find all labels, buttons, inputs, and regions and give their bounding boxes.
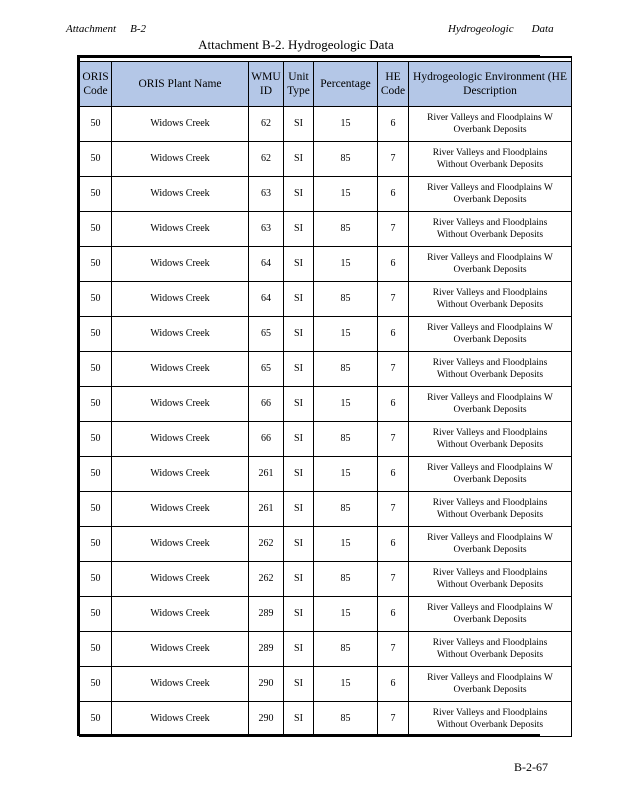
cell-unit-type: SI xyxy=(284,142,314,177)
cell-wmu-id: 262 xyxy=(249,527,284,562)
cell-wmu-id: 63 xyxy=(249,212,284,247)
he-description-line-1: River Valleys and Floodplains W xyxy=(427,113,553,123)
cell-percentage: 85 xyxy=(314,562,378,597)
cell-unit-type: SI xyxy=(284,317,314,352)
cell-he-description xyxy=(409,457,572,492)
cell-unit-type: SI xyxy=(284,667,314,702)
he-description-line-1: River Valleys and Floodplains W xyxy=(427,253,553,263)
cell-he-description xyxy=(409,422,572,457)
cell-oris-code: 50 xyxy=(80,317,112,352)
table-row xyxy=(80,562,572,597)
col-header-plant-name: ORIS Plant Name xyxy=(112,62,249,107)
he-description-line-2: Overbank Deposits xyxy=(453,195,527,205)
cell-oris-code: 50 xyxy=(80,177,112,212)
he-description-line-2: Overbank Deposits xyxy=(453,475,527,485)
table-row xyxy=(80,177,572,212)
he-description-line-1: River Valleys and Floodplains xyxy=(432,358,548,368)
he-description-line-2: Without Overbank Deposits xyxy=(436,300,544,310)
cell-plant-name: Widows Creek xyxy=(112,107,249,142)
header-attachment-label: Attachment xyxy=(66,23,117,35)
cell-percentage: 85 xyxy=(314,282,378,317)
cell-plant-name: Widows Creek xyxy=(112,457,249,492)
cell-plant-name: Widows Creek xyxy=(112,492,249,527)
he-description-line-1: River Valleys and Floodplains xyxy=(432,148,548,158)
cell-he-description xyxy=(409,317,572,352)
he-description-line-2: Without Overbank Deposits xyxy=(436,650,544,660)
cell-he-description xyxy=(409,387,572,422)
cell-plant-name: Widows Creek xyxy=(112,247,249,282)
cell-oris-code: 50 xyxy=(80,212,112,247)
table-row xyxy=(80,282,572,317)
cell-percentage: 85 xyxy=(314,422,378,457)
cell-percentage: 85 xyxy=(314,632,378,667)
cell-oris-code: 50 xyxy=(80,667,112,702)
col-header-oris-code: ORIS Code xyxy=(80,62,112,107)
cell-he-code: 6 xyxy=(378,107,409,142)
table-row xyxy=(80,527,572,562)
cell-wmu-id: 63 xyxy=(249,177,284,212)
cell-plant-name: Widows Creek xyxy=(112,422,249,457)
cell-plant-name: Widows Creek xyxy=(112,387,249,422)
table-title: Attachment B-2. Hydrogeologic Data xyxy=(198,37,394,52)
cell-percentage: 85 xyxy=(314,352,378,387)
cell-percentage: 15 xyxy=(314,177,378,212)
cell-oris-code: 50 xyxy=(80,702,112,737)
cell-unit-type: SI xyxy=(284,387,314,422)
cell-oris-code: 50 xyxy=(80,387,112,422)
cell-oris-code: 50 xyxy=(80,492,112,527)
cell-unit-type: SI xyxy=(284,352,314,387)
table-body xyxy=(80,107,572,737)
running-header-right xyxy=(448,23,572,35)
table-row xyxy=(80,457,572,492)
table-row xyxy=(80,317,572,352)
cell-he-code: 6 xyxy=(378,457,409,492)
cell-oris-code: 50 xyxy=(80,107,112,142)
cell-wmu-id: 66 xyxy=(249,422,284,457)
cell-plant-name: Widows Creek xyxy=(112,667,249,702)
cell-wmu-id: 262 xyxy=(249,562,284,597)
cell-unit-type: SI xyxy=(284,212,314,247)
cell-unit-type: SI xyxy=(284,492,314,527)
cell-unit-type: SI xyxy=(284,527,314,562)
he-description-line-2: Overbank Deposits xyxy=(453,685,527,695)
he-description-line-2: Without Overbank Deposits xyxy=(436,370,544,380)
cell-plant-name: Widows Creek xyxy=(112,212,249,247)
cell-he-code: 7 xyxy=(378,422,409,457)
cell-plant-name: Widows Creek xyxy=(112,597,249,632)
table-row xyxy=(80,632,572,667)
col-header-percentage: Percentage xyxy=(314,62,378,107)
cell-unit-type: SI xyxy=(284,702,314,737)
running-header-left xyxy=(66,23,160,35)
he-description-line-1: River Valleys and Floodplains xyxy=(432,638,548,648)
cell-he-code: 6 xyxy=(378,387,409,422)
table-row xyxy=(80,667,572,702)
cell-percentage: 15 xyxy=(314,387,378,422)
he-description-line-1: River Valleys and Floodplains xyxy=(432,288,548,298)
cell-wmu-id: 62 xyxy=(249,107,284,142)
he-description-line-1: River Valleys and Floodplains W xyxy=(427,603,553,613)
col-header-he-code: HE Code xyxy=(378,62,409,107)
table-row xyxy=(80,387,572,422)
cell-percentage: 85 xyxy=(314,142,378,177)
cell-he-code: 6 xyxy=(378,597,409,632)
cell-plant-name: Widows Creek xyxy=(112,527,249,562)
cell-plant-name: Widows Creek xyxy=(112,282,249,317)
cell-he-code: 7 xyxy=(378,282,409,317)
col-header-wmu-id: WMU ID xyxy=(249,62,284,107)
cell-percentage: 15 xyxy=(314,667,378,702)
cell-oris-code: 50 xyxy=(80,282,112,317)
he-description-line-1: River Valleys and Floodplains W xyxy=(427,673,553,683)
cell-wmu-id: 64 xyxy=(249,282,284,317)
cell-oris-code: 50 xyxy=(80,562,112,597)
cell-he-code: 6 xyxy=(378,667,409,702)
table-row xyxy=(80,702,572,737)
cell-oris-code: 50 xyxy=(80,352,112,387)
cell-he-code: 7 xyxy=(378,562,409,597)
he-description-line-1: River Valleys and Floodplains W xyxy=(427,323,553,333)
he-description-line-2: Overbank Deposits xyxy=(453,545,527,555)
cell-he-description xyxy=(409,492,572,527)
he-description-line-2: Overbank Deposits xyxy=(453,615,527,625)
cell-wmu-id: 261 xyxy=(249,457,284,492)
he-description-line-1: River Valleys and Floodplains W xyxy=(427,393,553,403)
cell-he-code: 6 xyxy=(378,247,409,282)
cell-unit-type: SI xyxy=(284,177,314,212)
table-row xyxy=(80,107,572,142)
cell-he-code: 6 xyxy=(378,177,409,212)
cell-he-description xyxy=(409,667,572,702)
cell-unit-type: SI xyxy=(284,247,314,282)
cell-he-description xyxy=(409,142,572,177)
cell-plant-name: Widows Creek xyxy=(112,177,249,212)
he-description-line-1: River Valleys and Floodplains xyxy=(432,218,548,228)
cell-he-description xyxy=(409,632,572,667)
cell-he-code: 7 xyxy=(378,142,409,177)
cell-unit-type: SI xyxy=(284,457,314,492)
col-header-unit-type: Unit Type xyxy=(284,62,314,107)
cell-wmu-id: 290 xyxy=(249,667,284,702)
he-description-line-2: Without Overbank Deposits xyxy=(436,580,544,590)
table-row xyxy=(80,492,572,527)
he-description-line-1: River Valleys and Floodplains W xyxy=(427,533,553,543)
cell-he-description xyxy=(409,247,572,282)
table-row xyxy=(80,142,572,177)
header-section-word-2: Data xyxy=(531,23,554,35)
cell-percentage: 15 xyxy=(314,597,378,632)
cell-he-code: 7 xyxy=(378,702,409,737)
cell-he-description xyxy=(409,597,572,632)
table-row xyxy=(80,352,572,387)
cell-plant-name: Widows Creek xyxy=(112,317,249,352)
cell-percentage: 15 xyxy=(314,317,378,352)
cell-plant-name: Widows Creek xyxy=(112,352,249,387)
he-description-line-2: Without Overbank Deposits xyxy=(436,230,544,240)
header-section-word-1: Hydrogeologic xyxy=(448,23,514,35)
cell-wmu-id: 261 xyxy=(249,492,284,527)
cell-wmu-id: 290 xyxy=(249,702,284,737)
he-description-line-1: River Valleys and Floodplains xyxy=(432,498,548,508)
he-description-line-2: Overbank Deposits xyxy=(453,265,527,275)
cell-unit-type: SI xyxy=(284,282,314,317)
cell-oris-code: 50 xyxy=(80,632,112,667)
cell-he-description xyxy=(409,527,572,562)
he-description-line-1: River Valleys and Floodplains W xyxy=(427,183,553,193)
hydrogeologic-table-container xyxy=(77,55,567,736)
table-row xyxy=(80,597,572,632)
cell-wmu-id: 65 xyxy=(249,317,284,352)
cell-percentage: 15 xyxy=(314,527,378,562)
page-number: B-2-67 xyxy=(514,760,548,774)
he-description-line-2: Without Overbank Deposits xyxy=(436,720,544,730)
cell-oris-code: 50 xyxy=(80,597,112,632)
cell-unit-type: SI xyxy=(284,632,314,667)
cell-percentage: 85 xyxy=(314,702,378,737)
table-row xyxy=(80,212,572,247)
table-header-row xyxy=(80,62,572,107)
cell-he-code: 6 xyxy=(378,317,409,352)
he-description-line-2: Overbank Deposits xyxy=(453,335,527,345)
cell-percentage: 15 xyxy=(314,107,378,142)
cell-wmu-id: 65 xyxy=(249,352,284,387)
cell-unit-type: SI xyxy=(284,422,314,457)
cell-percentage: 85 xyxy=(314,492,378,527)
he-description-line-1: River Valleys and Floodplains xyxy=(432,568,548,578)
he-description-line-1: River Valleys and Floodplains xyxy=(432,428,548,438)
he-description-line-2: Without Overbank Deposits xyxy=(436,160,544,170)
cell-he-code: 7 xyxy=(378,492,409,527)
cell-he-description xyxy=(409,562,572,597)
table-row xyxy=(80,422,572,457)
he-description-line-2: Without Overbank Deposits xyxy=(436,510,544,520)
cell-oris-code: 50 xyxy=(80,457,112,492)
he-description-line-1: River Valleys and Floodplains xyxy=(432,708,548,718)
cell-wmu-id: 289 xyxy=(249,632,284,667)
cell-percentage: 85 xyxy=(314,212,378,247)
cell-oris-code: 50 xyxy=(80,422,112,457)
table-row xyxy=(80,247,572,282)
cell-plant-name: Widows Creek xyxy=(112,142,249,177)
cell-oris-code: 50 xyxy=(80,247,112,282)
cell-he-description xyxy=(409,282,572,317)
cell-oris-code: 50 xyxy=(80,142,112,177)
cell-percentage: 15 xyxy=(314,457,378,492)
hydrogeologic-data-table xyxy=(79,56,572,737)
cell-unit-type: SI xyxy=(284,597,314,632)
he-description-line-2: Overbank Deposits xyxy=(453,405,527,415)
cell-oris-code: 50 xyxy=(80,527,112,562)
he-description-line-2: Without Overbank Deposits xyxy=(436,440,544,450)
cell-wmu-id: 66 xyxy=(249,387,284,422)
cell-plant-name: Widows Creek xyxy=(112,632,249,667)
col-header-he-description: Hydrogeologic Environment (HE Description xyxy=(409,62,572,107)
cell-unit-type: SI xyxy=(284,562,314,597)
cell-he-code: 7 xyxy=(378,632,409,667)
he-description-line-2: Overbank Deposits xyxy=(453,125,527,135)
header-attachment-number: B-2 xyxy=(130,23,146,35)
cell-percentage: 15 xyxy=(314,247,378,282)
cell-wmu-id: 289 xyxy=(249,597,284,632)
cell-plant-name: Widows Creek xyxy=(112,562,249,597)
cell-he-description xyxy=(409,177,572,212)
cell-wmu-id: 64 xyxy=(249,247,284,282)
cell-plant-name: Widows Creek xyxy=(112,702,249,737)
cell-he-description xyxy=(409,702,572,737)
cell-he-description xyxy=(409,352,572,387)
cell-he-code: 7 xyxy=(378,352,409,387)
cell-unit-type: SI xyxy=(284,107,314,142)
cell-he-code: 6 xyxy=(378,527,409,562)
he-description-line-1: River Valleys and Floodplains W xyxy=(427,463,553,473)
cell-wmu-id: 62 xyxy=(249,142,284,177)
cell-he-code: 7 xyxy=(378,212,409,247)
cell-he-description xyxy=(409,107,572,142)
cell-he-description xyxy=(409,212,572,247)
